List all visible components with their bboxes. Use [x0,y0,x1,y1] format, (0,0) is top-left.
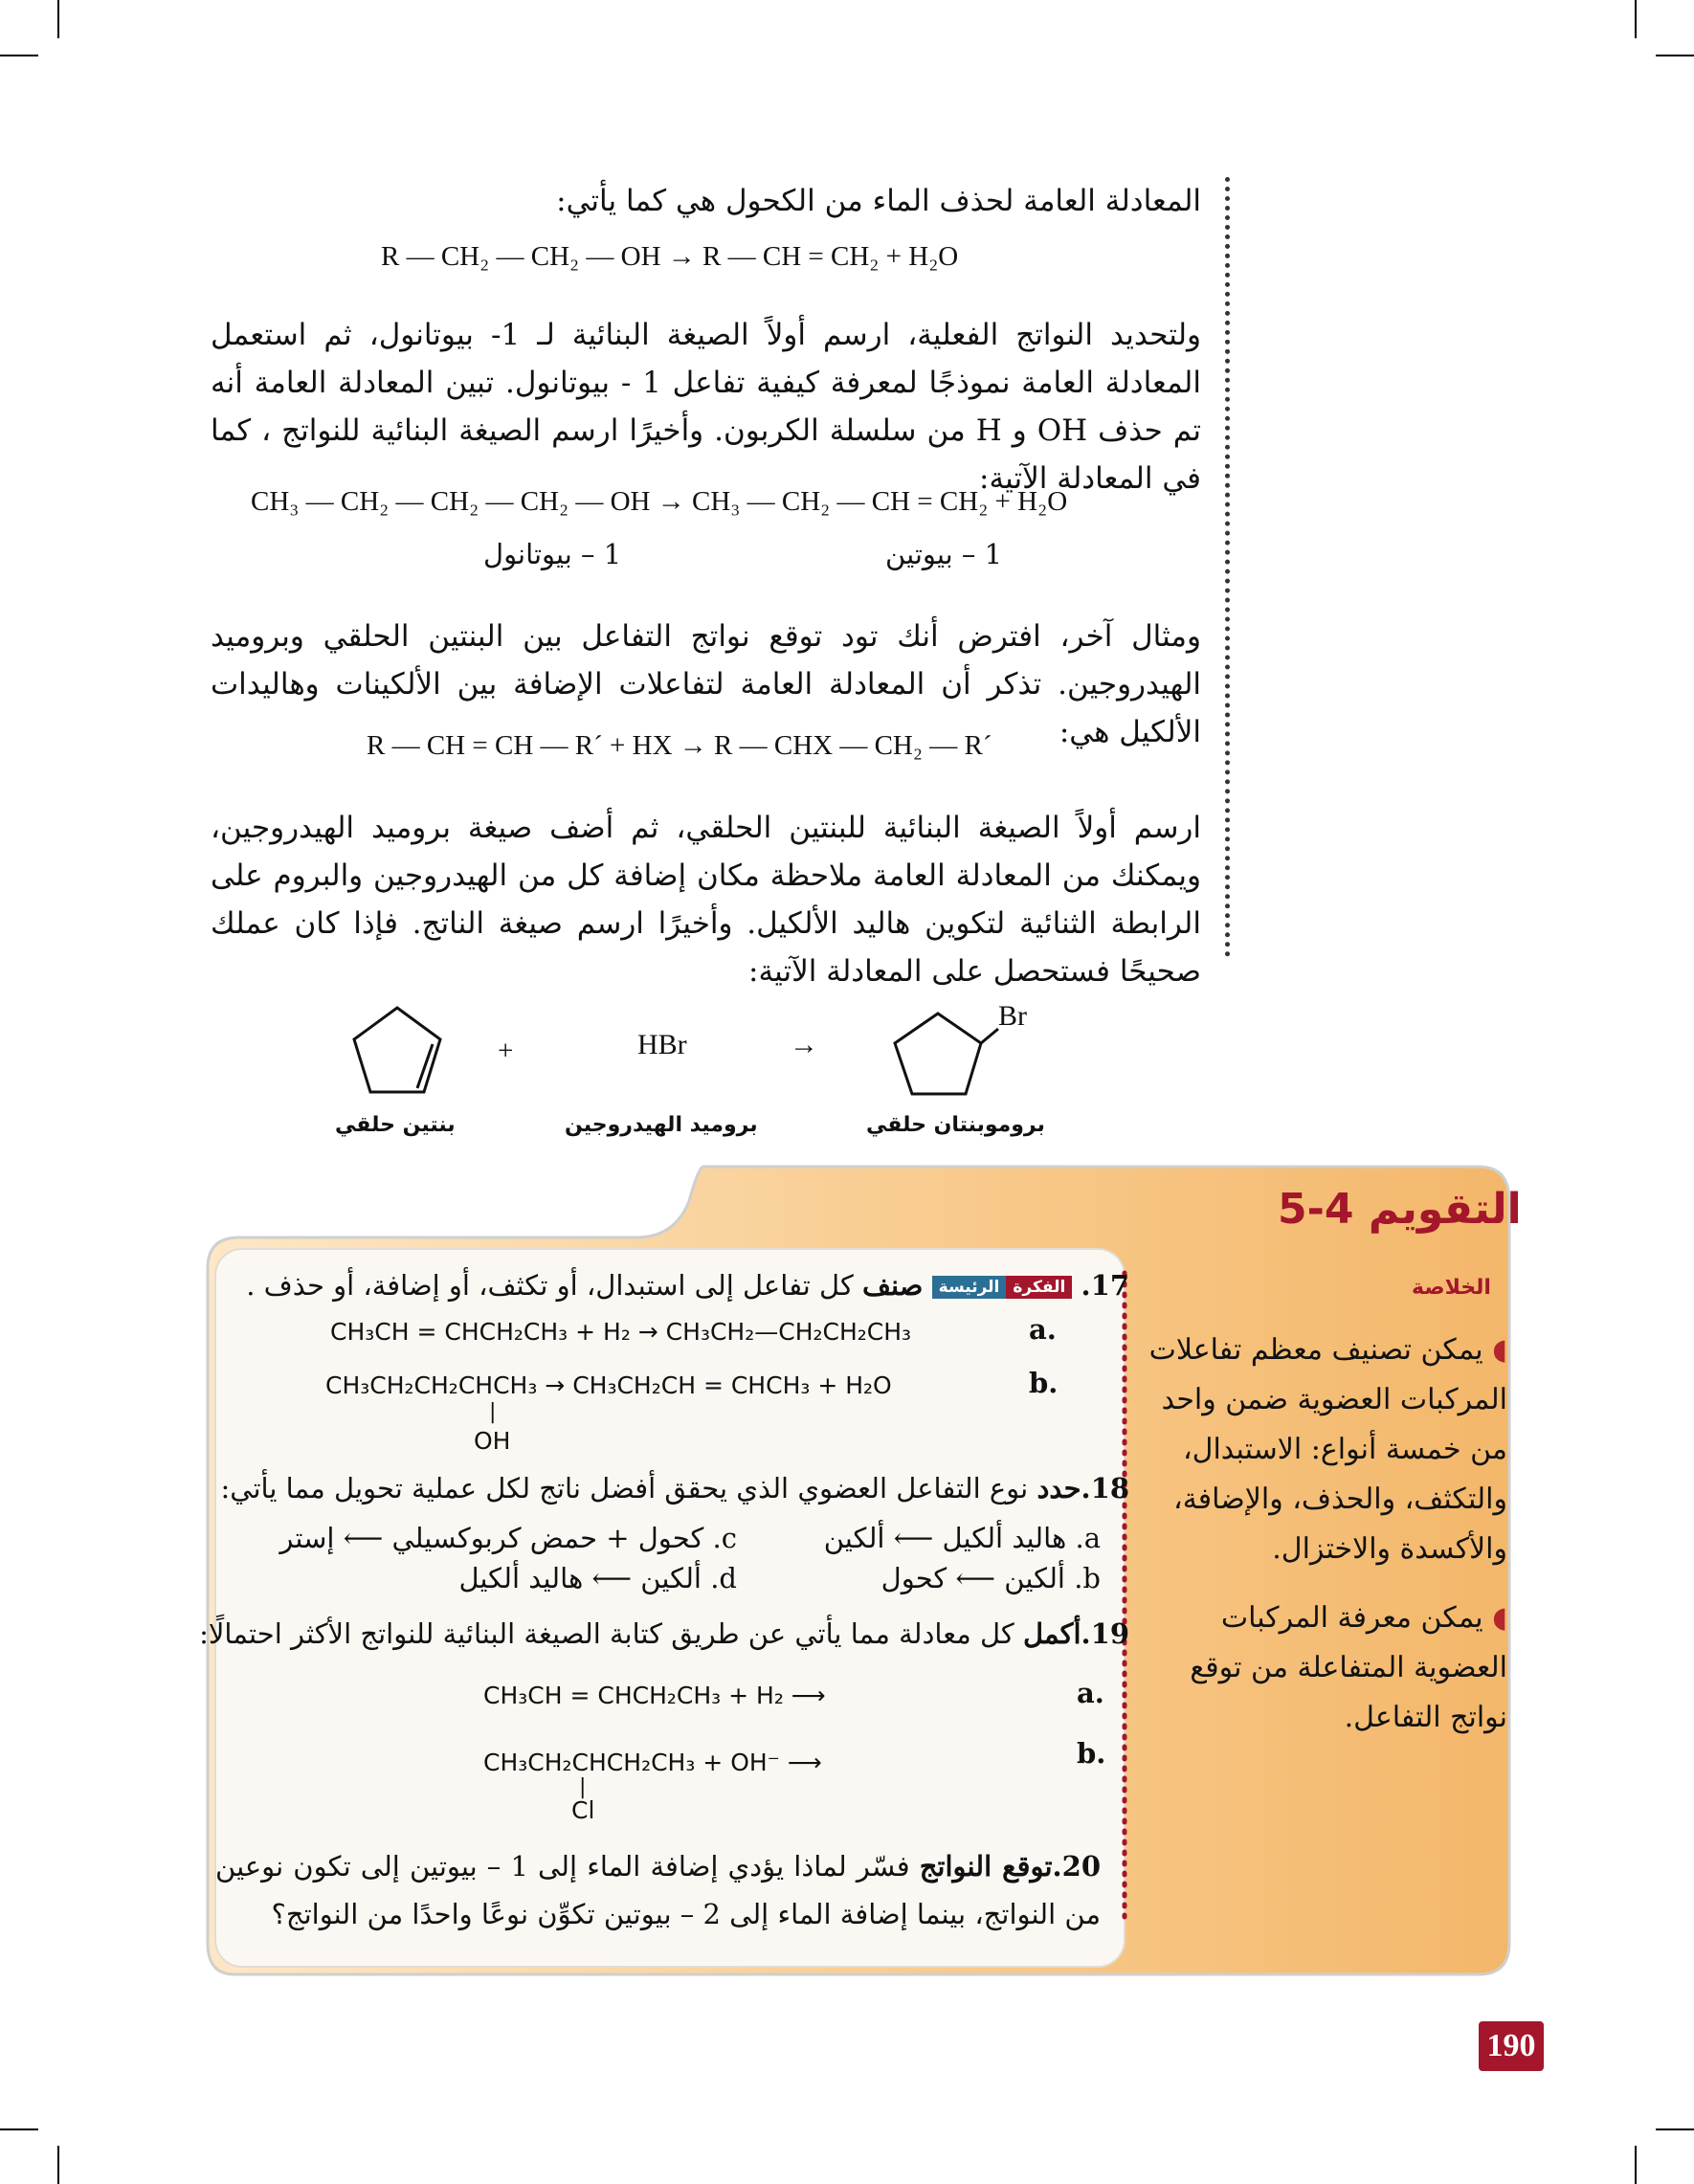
q17b-label: .b [1029,1367,1059,1399]
crop-mark [1656,2128,1694,2130]
crop-mark [1656,55,1694,56]
q19b-branch: | [579,1775,587,1799]
reaction-arrow: → [790,1029,818,1060]
q19b-substituent: Cl [571,1796,595,1824]
question-20: 20.توقع النواتج فسّر لماذا يؤدي إضافة الماء إلى 1 – بيوتين إلى تكون نوعين من النواتج، بينما إضافة الماء إلى 2 – بيوتين تكوِّن نوعًا واحدًا من النواتج؟ [215,1850,1101,1930]
crop-mark [57,2146,59,2184]
paragraph-2: ومثال آخر، افترض أنك تود توقع نواتج التفاعل بين البنتين الحلقي وبروميد الهيدروجين. تذكر أن المعادلة العامة لتفاعلات الإضافة بين الألكينات وهاليدات الألكيل هي: [211,619,1201,749]
crop-mark [0,2128,38,2130]
question-18: 18.حدد نوع التفاعل العضوي الذي يحقق أفضل ناتج لكل عملية تحويل مما يأتي: [220,1472,1129,1504]
q19b-equation: CH₃CH₂CHCH₂CH₃ + OH⁻ ⟶ [483,1749,822,1776]
q19a-label: .a [1077,1677,1104,1709]
paragraph-1: ولتحديد النواتج الفعلية، ارسم أولاً الصيغة البنائية لـ 1- بيوتانول، ثم استعمل المعادلة العامة نموذجًا لمعرفة كيفية تفاعل 1 - بيوتانول. تبين المعادلة العامة أنه تم حذف OH و H من سلسلة الكربون. وأخيرًا ارسم الصيغة البنائية للنواتج ، كما في المعادلة الآتية: [211,318,1202,496]
general-equation: R — CH₂ — CH₂ — OH → R — CH = CH₂ + H₂O [381,241,959,272]
q17b-substituent: OH [474,1427,511,1455]
q19b-label: .b [1077,1737,1106,1770]
label-cyclopentene: بنتين حلقي [335,1113,456,1137]
label-hbr: بروميد الهيدروجين [565,1113,758,1137]
q18a: a. هاليد ألكيل ⟵ ألكين [823,1522,1101,1554]
bullet-icon: ◖ [1492,1601,1507,1635]
question-19: 19.أكمل كل معادلة مما يأتي عن طريق كتابة الصيغة البنائية للنواتج الأكثر احتمالًا: [199,1617,1129,1650]
review-title: التقويم 4-5 [1278,1185,1522,1234]
label-butene: 1 – بيوتين [885,538,1003,570]
q18b: b. ألكين ⟵ كحول [880,1562,1101,1594]
crop-mark [1635,0,1637,38]
margin-dotted-line [1225,177,1230,957]
summary-item-2: ◖ يمكن معرفة المركبات العضوية المتفاعلة من توقع نواتج التفاعل. [1190,1601,1507,1734]
addition-equation: R — CH = CH — R´ + HX → R — CHX — CH₂ — R´ [367,730,992,761]
q17a-equation: CH₃CH = CHCH₂CH₃ + H₂ → CH₃CH₂—CH₂CH₂CH₃ [330,1318,912,1346]
q19a-equation: CH₃CH = CHCH₂CH₃ + H₂ ⟶ [483,1682,826,1709]
crop-mark [57,0,59,38]
label-butanol: 1 – بيوتانول [483,538,622,570]
specific-equation: CH₃ — CH₂ — CH₂ — CH₂ — OH → CH₃ — CH₂ — CH = CH₂ + H₂O [251,486,1068,517]
page-number: 190 [1479,2021,1544,2071]
main-idea-badge: الفكرةالرئيسة [932,1278,1073,1297]
cyclopentene-structure [345,1000,450,1105]
bromine-label: Br [998,1000,1027,1032]
crop-mark [1635,2146,1637,2184]
q18d: d. ألكين ⟵ هاليد ألكيل [458,1562,737,1594]
q17b-branch: | [489,1400,497,1424]
summary-heading: الخلاصة [1412,1276,1491,1300]
paragraph-3: ارسم أولاً الصيغة البنائية للبنتين الحلقي، ثم أضف صيغة بروميد الهيدروجين، ويمكنك من المعادلة العامة ملاحظة مكان إضافة كل من الهيدروجين والبروم على الرابطة الثنائية لتكوين هاليد الألكيل. وأخيرًا ارسم صيغة الناتج. فإذا كان عملك صحيحًا فستحصل على المعادلة الآتية: [211,811,1201,989]
hbr-formula: HBr [637,1029,687,1060]
summary-item-1: ◖ يمكن تصنيف معظم تفاعلات المركبات العضوية ضمن واحد من خمسة أنواع: الاستبدال، والتكثف، والحذف، والإضافة، والأكسدة والاختزال. [1148,1333,1507,1566]
general-eq-heading: المعادلة العامة لحذف الماء من الكحول هي كما يأتي: [556,184,1201,218]
q17a-label: .a [1029,1313,1057,1346]
plus-sign: + [498,1036,514,1066]
crop-mark [0,55,38,56]
q18c: c. كحول + حمض كربوكسيلي ⟵ إستر [279,1522,737,1554]
label-bromocyclopentane: بروموبنتان حلقي [866,1113,1045,1137]
bromocyclopentane-structure [885,1000,1010,1105]
question-17: 17. الفكرةالرئيسة صنف كل تفاعل إلى استبدال، أو تكثف، أو إضافة، أو حذف . [246,1269,1129,1302]
q17b-equation: CH₃CH₂CH₂CHCH₃ → CH₃CH₂CH = CHCH₃ + H₂O [325,1371,892,1399]
bullet-icon: ◖ [1492,1333,1507,1367]
